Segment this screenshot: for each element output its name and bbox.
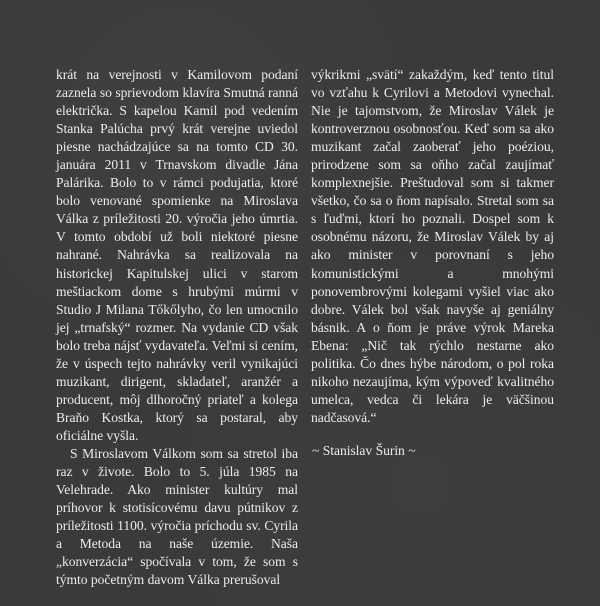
- author-signature: ~ Stanislav Šurin ~: [312, 442, 416, 458]
- right-paragraph-1: výkrikmi „svätí“ zakaždým, keď tento titul vo vzťahu k Cyrilovi a Metodovi vynechal. Nie je tajomstvom, že Miroslav Válek je kontroverznou osobnosťou. Keď som sa ako muzikant začal zaoberať jeho poéziou, prirodzene som sa oňho začal zaujímať komplexnejšie. Preštudoval som si takmer všetko, čo sa o ňom napísalo. Stretal som sa s ľuďmi, ktorí ho poznali. Dospel som k osobnému názoru, že Miroslav Válek by aj ako minister v porovnaní s jeho komunistickými a mnohými ponovembrovými kolegami vyšiel viac ako dobre. Válek bol však navyše aj geniálny básnik. A o ňom je práve výrok Mareka Ebena: „Nič tak rýchlo nestarne ako politika. Čo dnes hýbe národom, o pol roka nikoho nezaujíma, kým výpoveď kvalitného umelca, vedca či lekára je väčšinou nadčasová.“: [311, 67, 554, 425]
- left-text-column: [56, 66, 298, 589]
- right-text-column: [311, 66, 554, 474]
- left-paragraph-2: S Miroslavom Válkom som sa stretol iba raz v živote. Bolo to 5. júla 1985 na Velehrade. Ako minister kultúry mal príhovor k stotisícovému davu pútnikov z príležitosti 1100. výročia príchodu sv. Cyrila a Metoda na naše územie. Naša „konverzácia“ spočívala v tom, že som s týmto početným davom Válka prerušoval: [56, 445, 298, 588]
- left-paragraph-1: krát na verejnosti v Kamilovom podaní zaznela so sprievodom klavíra Smutná ranná električka. S kapelou Kamil pod vedením Stanka Palúcha prvý krát verejne uviedol piesne nachádzajúce sa na tomto CD 30. januára 2011 v Trnavskom divadle Jána Palárika. Bolo to v rámci podujatia, ktoré bolo venované spomienke na Miroslava Válka z príležitosti 20. výročia jeho úmrtia. V tomto období už boli niektoré piesne nahrané. Nahrávka sa realizovala na historickej Kapitulskej ulici v starom meštiackom dome s hrubými múrmi v Studio J Milana Tőkőlyho, čo len umocnilo jej „trnafský“ rozmer. Na vydanie CD však bolo treba nájsť vydavateľa. Veľmi si cením, že v úspech tejto nahrávky veril vynikajúci muzikant, dirigent, skladateľ, aranžér a producent, môj dlhoročný priateľ a kolega Braňo Kostka, ktorý sa postaral, aby oficiálne vyšla.: [56, 67, 298, 443]
